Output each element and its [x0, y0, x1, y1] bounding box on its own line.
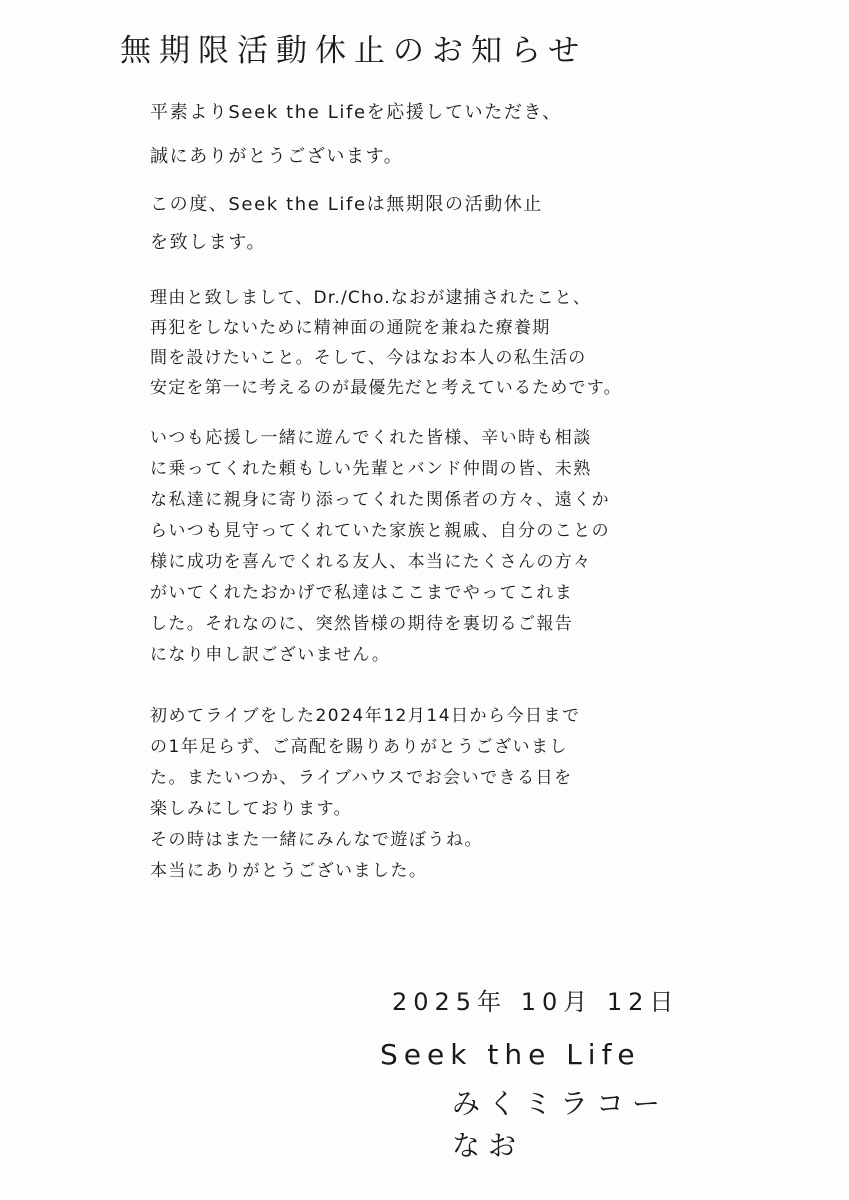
text-line: いつも応援し一緒に遊んでくれた皆様、辛い時も相談	[150, 428, 592, 448]
text-line: に乗ってくれた頼もしい先輩とバンド仲間の皆、未熟	[150, 459, 592, 479]
paragraph-announcement	[150, 196, 543, 272]
text-line: 理由と致しまして、Dr./Cho.なおが逮捕されたこと、	[150, 288, 592, 308]
text-line: がいてくれたおかげで私達はここまでやってこれま	[150, 583, 574, 603]
signature-member: みくミラコー	[452, 1087, 669, 1120]
text-line: その時はまた一緒にみんなで遊ぼうね。	[150, 830, 483, 850]
paragraph-reason	[150, 290, 622, 410]
text-line: 間を設けたいこと。そして、今はなお本人の私生活の	[150, 348, 587, 368]
text-line: 再犯をしないために精神面の通院を兼ねた療養期	[150, 318, 551, 338]
text-line: た。またいつか、ライブハウスでお会いできる日を	[150, 768, 573, 788]
text-line: 初めてライブをした2024年12月14日から今日まで	[150, 706, 581, 726]
text-line: 楽しみにしております。	[150, 799, 353, 819]
paragraph-greeting	[150, 104, 562, 192]
text-line: 誠にありがとうございます。	[150, 146, 404, 167]
text-line: らいつも見守ってくれていた家族と親戚、自分のことの	[150, 521, 610, 541]
text-line: な私達に親身に寄り添ってくれた関係者の方々、遠くか	[150, 490, 610, 510]
notice-title: 無期限活動休止のお知らせ	[120, 32, 588, 69]
signature-band-name: Seek the Life	[380, 1038, 641, 1071]
text-line: した。それなのに、突然皆様の期待を裏切るご報告	[150, 614, 574, 634]
signature-date: 2025年 10月 12日	[392, 988, 680, 1016]
paragraph-thanks	[150, 430, 610, 678]
text-line: 平素よりSeek the Lifeを応援していただき、	[150, 102, 562, 123]
text-line: 安定を第一に考えるのが最優先だと考えているためです。	[150, 378, 622, 398]
text-line: の1年足らず、ご高配を賜りありがとうございまし	[150, 737, 568, 757]
text-line: 本当にありがとうございました。	[150, 861, 428, 881]
signature-member: なお	[452, 1129, 525, 1162]
paragraph-closing	[150, 708, 581, 894]
text-line: を致します。	[150, 232, 267, 253]
text-line: この度、Seek the Lifeは無期限の活動休止	[150, 194, 544, 215]
text-line: になり申し訳ございません。	[150, 645, 391, 665]
text-line: 様に成功を喜んでくれる友人、本当にたくさんの方々	[150, 552, 592, 572]
